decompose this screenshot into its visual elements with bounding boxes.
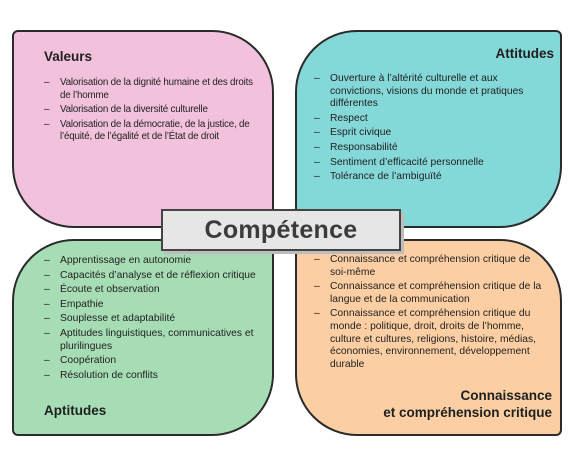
connaissance-list xyxy=(314,254,544,373)
list-item: – Sentiment d’efficacité personnelle xyxy=(314,157,554,170)
valeurs-title: Valeurs xyxy=(44,49,93,64)
connaissance-title-line-1: Connaissance xyxy=(460,388,552,403)
list-item: – Connaissance et compréhension critique du monde : politique, droit, droits de l’homme, culture et cultures, religions, histoire, médias, économies, environnement, développement durable xyxy=(314,308,544,371)
list-item: – Connaissance et compréhension critique de la langue et de la communication xyxy=(314,281,544,306)
list-item: – Valorisation de la démocratie, de la justice, de l’équité, de l’égalité et de l’État de droit xyxy=(44,119,260,144)
list-item: – Souplesse et adaptabilité xyxy=(44,313,269,326)
list-item: – Capacités d’analyse et de réflexion critique xyxy=(44,270,269,283)
list-item: – Ouverture à l’altérité culturelle et aux convictions, visions du monde et pratiques différentes xyxy=(314,73,554,111)
attitudes-title: Attitudes xyxy=(495,46,554,61)
list-item: – Connaissance et compréhension critique de soi-même xyxy=(314,254,544,279)
connaissance-title xyxy=(383,387,552,421)
connaissance-title-line-2: et compréhension critique xyxy=(383,405,552,420)
valeurs-list xyxy=(44,77,260,146)
list-item: – Respect xyxy=(314,113,554,126)
list-item: – Coopération xyxy=(44,355,269,368)
list-item: – Aptitudes linguistiques, communicatives et plurilingues xyxy=(44,328,269,353)
list-item: – Empathie xyxy=(44,299,269,312)
competence-label: Compétence xyxy=(204,215,358,244)
aptitudes-title: Aptitudes xyxy=(44,403,107,418)
list-item: – Écoute et observation xyxy=(44,284,269,297)
aptitudes-list xyxy=(44,255,269,384)
list-item: – Apprentissage en autonomie xyxy=(44,255,269,268)
list-item: – Responsabilité xyxy=(314,142,554,155)
list-item: – Résolution de conflits xyxy=(44,370,269,383)
competence-center-box xyxy=(161,209,401,251)
attitudes-list xyxy=(314,73,554,186)
list-item: – Esprit civique xyxy=(314,127,554,140)
list-item: – Tolérance de l’ambiguïté xyxy=(314,171,554,184)
list-item: – Valorisation de la diversité culturelle xyxy=(44,104,260,117)
list-item: – Valorisation de la dignité humaine et des droits de l’homme xyxy=(44,77,260,102)
